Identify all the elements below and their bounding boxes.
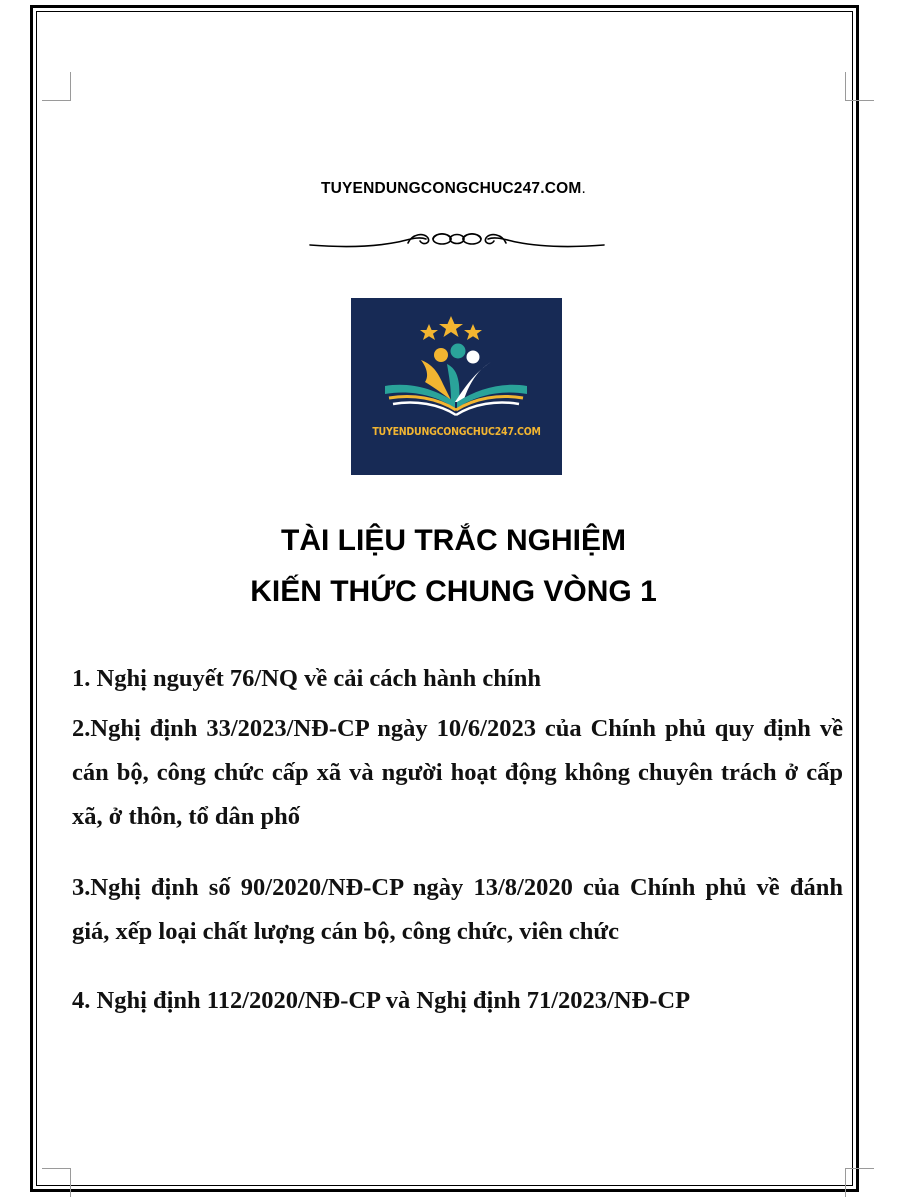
list-item: 2.Nghị định 33/2023/NĐ-CP ngày 10/6/2023 của Chính phủ quy định về cán bộ, công chức cấp xã và người hoạt động không chuyên trách ở cấp xã, ở thôn, tổ dân phố <box>72 715 843 830</box>
document-title-line-2: KIẾN THỨC CHUNG VÒNG 1 <box>250 575 657 608</box>
brand-logo <box>351 298 562 475</box>
crop-mark-top-right <box>845 72 874 101</box>
ornament-divider <box>308 226 606 252</box>
list-item: 3.Nghị định số 90/2020/NĐ-CP ngày 13/8/2020 của Chính phủ về đánh giá, xếp loại chất lượng cán bộ, công chức, viên chức <box>72 874 843 945</box>
crop-mark-bottom-left <box>42 1168 71 1197</box>
crop-mark-bottom-right <box>845 1168 874 1197</box>
site-name: TUYENDUNGCONGCHUC247.COM <box>320 180 582 197</box>
logo-text: TUYENDUNGCONGCHUC247.COM <box>372 425 541 438</box>
site-dot: . <box>581 180 587 197</box>
book-stars-icon <box>351 298 562 475</box>
crop-mark-top-left <box>42 72 71 101</box>
list-item: 4. Nghị định 112/2020/NĐ-CP và Nghị định 71/2023/NĐ-CP <box>72 987 691 1014</box>
site-header <box>0 180 907 198</box>
list-item: 1. Nghị nguyết 76/NQ về cải cách hành chính <box>72 665 541 692</box>
document-title-line-1: TÀI LIỆU TRẮC NGHIỆM <box>281 524 626 557</box>
